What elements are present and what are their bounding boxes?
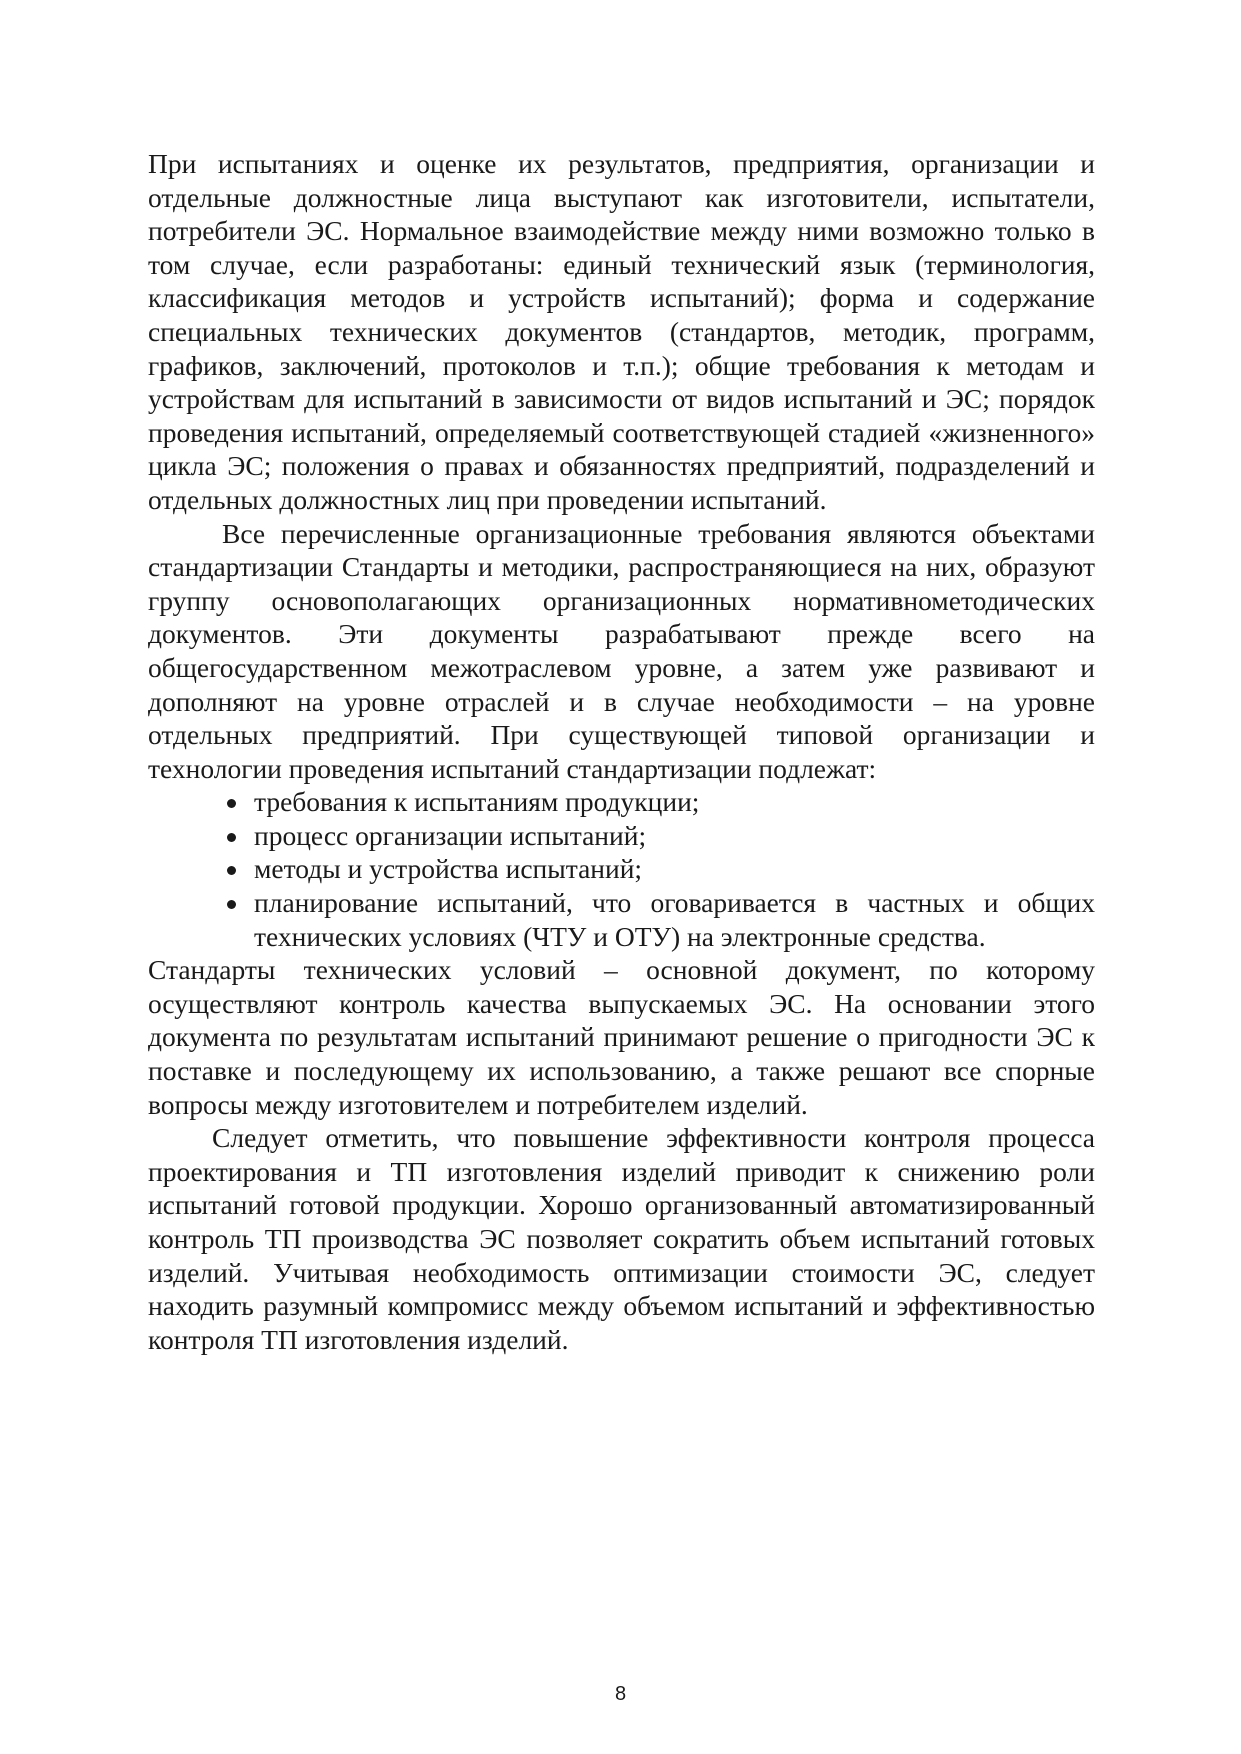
- list-item: процесс организации испытаний;: [254, 819, 1095, 853]
- page-number: 8: [614, 1683, 627, 1705]
- paragraph-1: При испытаниях и оценке их результатов, предприятия, организации и отдельные должностные лица выступают как изготовители, испытатели, потребители ЭС. Нормальное взаимодействие между ними возможно только в том случае, если разработаны: единый технический язык (терминология, классификация методов и устройств испытаний); форма и содержание специальных технических документов (стандартов, методик, программ, графиков, заключений, протоколов и т.п.); общие требования к методам и устройствам для испытаний в зависимости от видов испытаний и ЭС; порядок проведения испытаний, определяемый соответствующей стадией «жизненного» цикла ЭС; положения о правах и обязанностях предприятий, подразделений и отдельных должностных лиц при проведении испытаний.: [148, 148, 1095, 515]
- list-item: требования к испытаниям продукции;: [254, 785, 1095, 819]
- bullet-list: [148, 785, 1095, 953]
- paragraph-2: Все перечисленные организационные требования являются объектами стандартизации Стандарты и методики, распространяющиеся на них, образуют группу основополагающих организационных нормативнометодических документов. Эти документы разрабатывают прежде всего на общегосударственном межотраслевом уровне, а затем уже развивают и дополняют на уровне отраслей и в случае необходимости – на уровне отдельных предприятий. При существующей типовой организации и технологии проведения испытаний стандартизации подлежат:: [148, 517, 1095, 784]
- paragraph-3: Стандарты технических условий – основной документ, по которому осуществляют контроль качества выпускаемых ЭС. На основании этого документа по результатам испытаний принимают решение о пригодности ЭС к поставке и последующему их использованию, а также решают все спорные вопросы между изготовителем и потребителем изделий.: [148, 954, 1095, 1120]
- page-body: [148, 147, 1095, 1356]
- list-item: методы и устройства испытаний;: [254, 852, 1095, 886]
- paragraph-4: Следует отметить, что повышение эффективности контроля процесса проектирования и ТП изготовления изделий приводит к снижению роли испытаний готовой продукции. Хорошо организованный автоматизированный контроль ТП производства ЭС позволяет сократить объем испытаний готовых изделий. Учитывая необходимость оптимизации стоимости ЭС, следует находить разумный компромисс между объемом испытаний и эффективностью контроля ТП изготовления изделий.: [148, 1122, 1095, 1355]
- list-item: планирование испытаний, что оговаривается в частных и общих технических условиях (ЧТУ и ОТУ) на электронные средства.: [254, 887, 1095, 952]
